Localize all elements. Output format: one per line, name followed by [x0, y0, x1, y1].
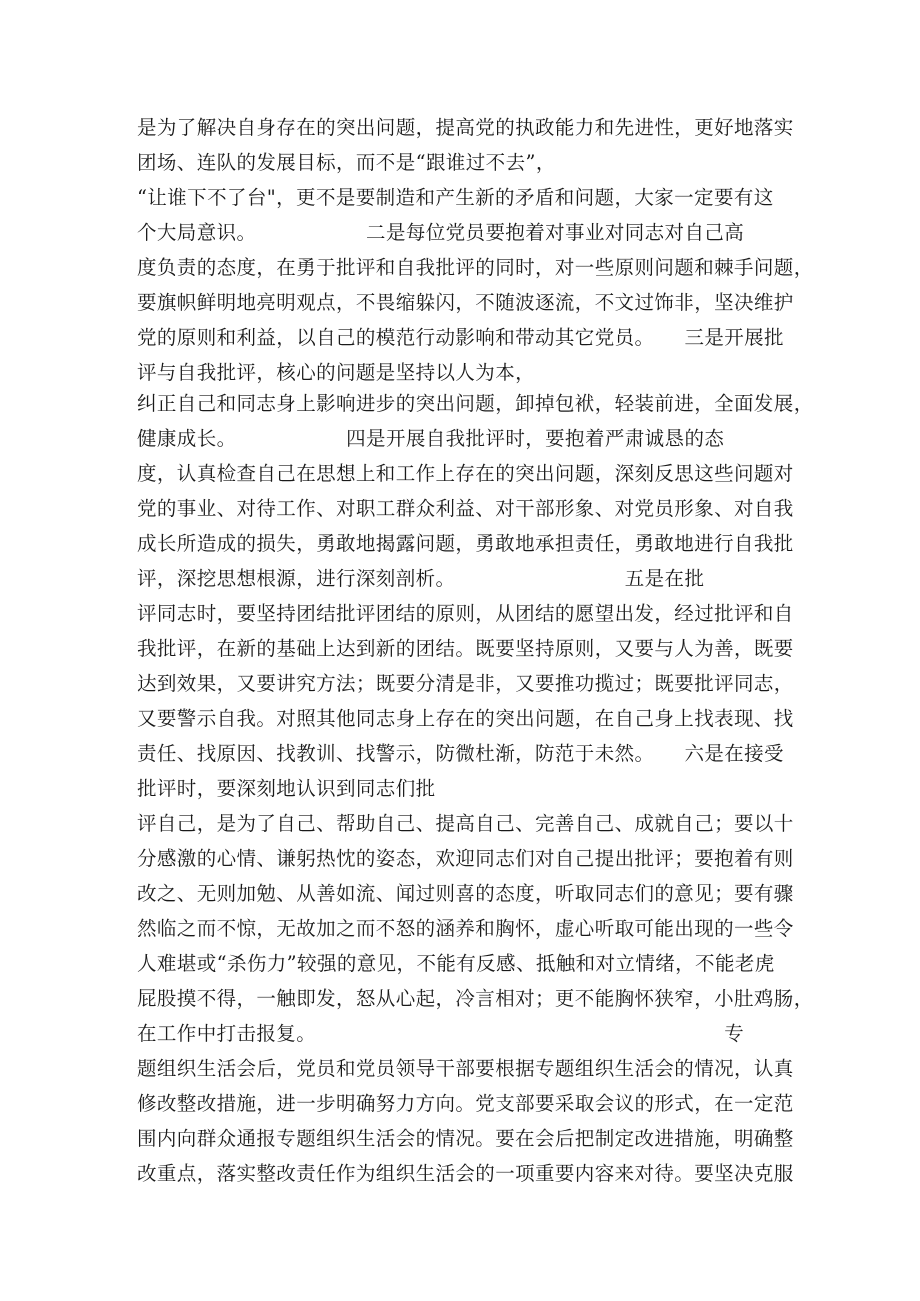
text-line: 批评时，要深刻地认识到同志们批 — [137, 777, 436, 800]
text-line: 我批评，在新的基础上达到新的团结。既要坚持原则，又要与人为善，既要 — [137, 637, 794, 660]
text-line: 度，认真检查自己在思想上和工作上存在的突出问题，深刻反思这些问题对 — [137, 462, 794, 485]
text-line: 健康成长。 四是开展自我批评时，要抱着严肃诚恳的态 — [137, 427, 725, 450]
text-line: 围内向群众通报专题组织生活会的情况。要在会后把制定改进措施，明确整 — [137, 1127, 794, 1150]
text-line: 纠正自己和同志身上影响进步的突出问题，卸掉包袱，轻装前进，全面发展， — [137, 392, 814, 415]
text-line: 要旗帜鲜明地亮明观点，不畏缩躲闪，不随波逐流，不文过饰非，坚决维护 — [137, 291, 794, 314]
text-line: 评与自我批评，核心的问题是坚持以人为本， — [137, 361, 536, 384]
text-line: 党的事业、对待工作、对职工群众利益、对干部形象、对党员形象、对自我 — [137, 497, 794, 520]
text-line: 题组织生活会后，党员和党员领导干部要根据专题组织生活会的情况，认真 — [137, 1057, 794, 1080]
text-line: 修改整改措施，进一步明确努力方向。党支部要采取会议的形式，在一定范 — [137, 1092, 794, 1115]
text-line: 度负责的态度，在勇于批评和自我批评的同时，对一些原则问题和棘手问题， — [137, 256, 814, 279]
text-line: 是为了解决自身存在的突出问题，提高党的执政能力和先进性，更好地落实 — [137, 116, 794, 139]
text-line: 评，深挖思想根源，进行深刻剖析。 五是在批 — [137, 567, 705, 590]
text-line: 团场、连队的发展目标，而不是“跟谁过不去”， — [137, 151, 556, 174]
text-line: 分感激的心情、谦躬热忱的姿态，欢迎同志们对自己提出批评；要抱着有则 — [137, 847, 794, 870]
text-line: 屁股摸不得，一触即发，怒从心起，冷言相对；更不能胸怀狭窄，小肚鸡肠， — [137, 987, 814, 1010]
text-line: 改重点，落实整改责任作为组织生活会的一项重要内容来对待。要坚决克服 — [137, 1162, 794, 1185]
text-line: “让谁下不了台"，更不是要制造和产生新的矛盾和问题，大家一定要有这 — [137, 186, 774, 209]
text-line: 成长所造成的损失，勇敢地揭露问题，勇敢地承担责任，勇敢地进行自我批 — [137, 532, 794, 555]
text-line: 在工作中打击报复。 专 — [137, 1022, 745, 1045]
text-line: 责任、找原因、找教训、找警示，防微杜渐，防范于未然。 六是在接受 — [137, 742, 784, 765]
text-line: 人难堪或“杀伤力”较强的意见，不能有反感、抵触和对立情绪，不能老虎 — [137, 952, 775, 975]
text-line: 然临之而不惊，无故加之而不怒的涵养和胸怀，虚心听取可能出现的一些令 — [137, 917, 794, 940]
text-line: 个大局意识。 二是每位党员要抱着对事业对同志对自己高 — [137, 221, 745, 244]
text-line: 党的原则和利益，以自己的模范行动影响和带动其它党员。 三是开展批 — [137, 326, 784, 349]
text-line: 又要警示自我。对照其他同志身上存在的突出问题，在自己身上找表现、找 — [137, 707, 794, 730]
text-line: 评自己，是为了自己、帮助自己、提高自己、完善自己、成就自己；要以十 — [137, 812, 794, 835]
text-line: 改之、无则加勉、从善如流、闻过则喜的态度，听取同志们的意见；要有骤 — [137, 882, 794, 905]
text-line: 达到效果，又要讲究方法；既要分清是非，又要推功揽过；既要批评同志， — [137, 672, 794, 695]
text-line: 评同志时，要坚持团结批评团结的原则，从团结的愿望出发，经过批评和自 — [137, 602, 794, 625]
